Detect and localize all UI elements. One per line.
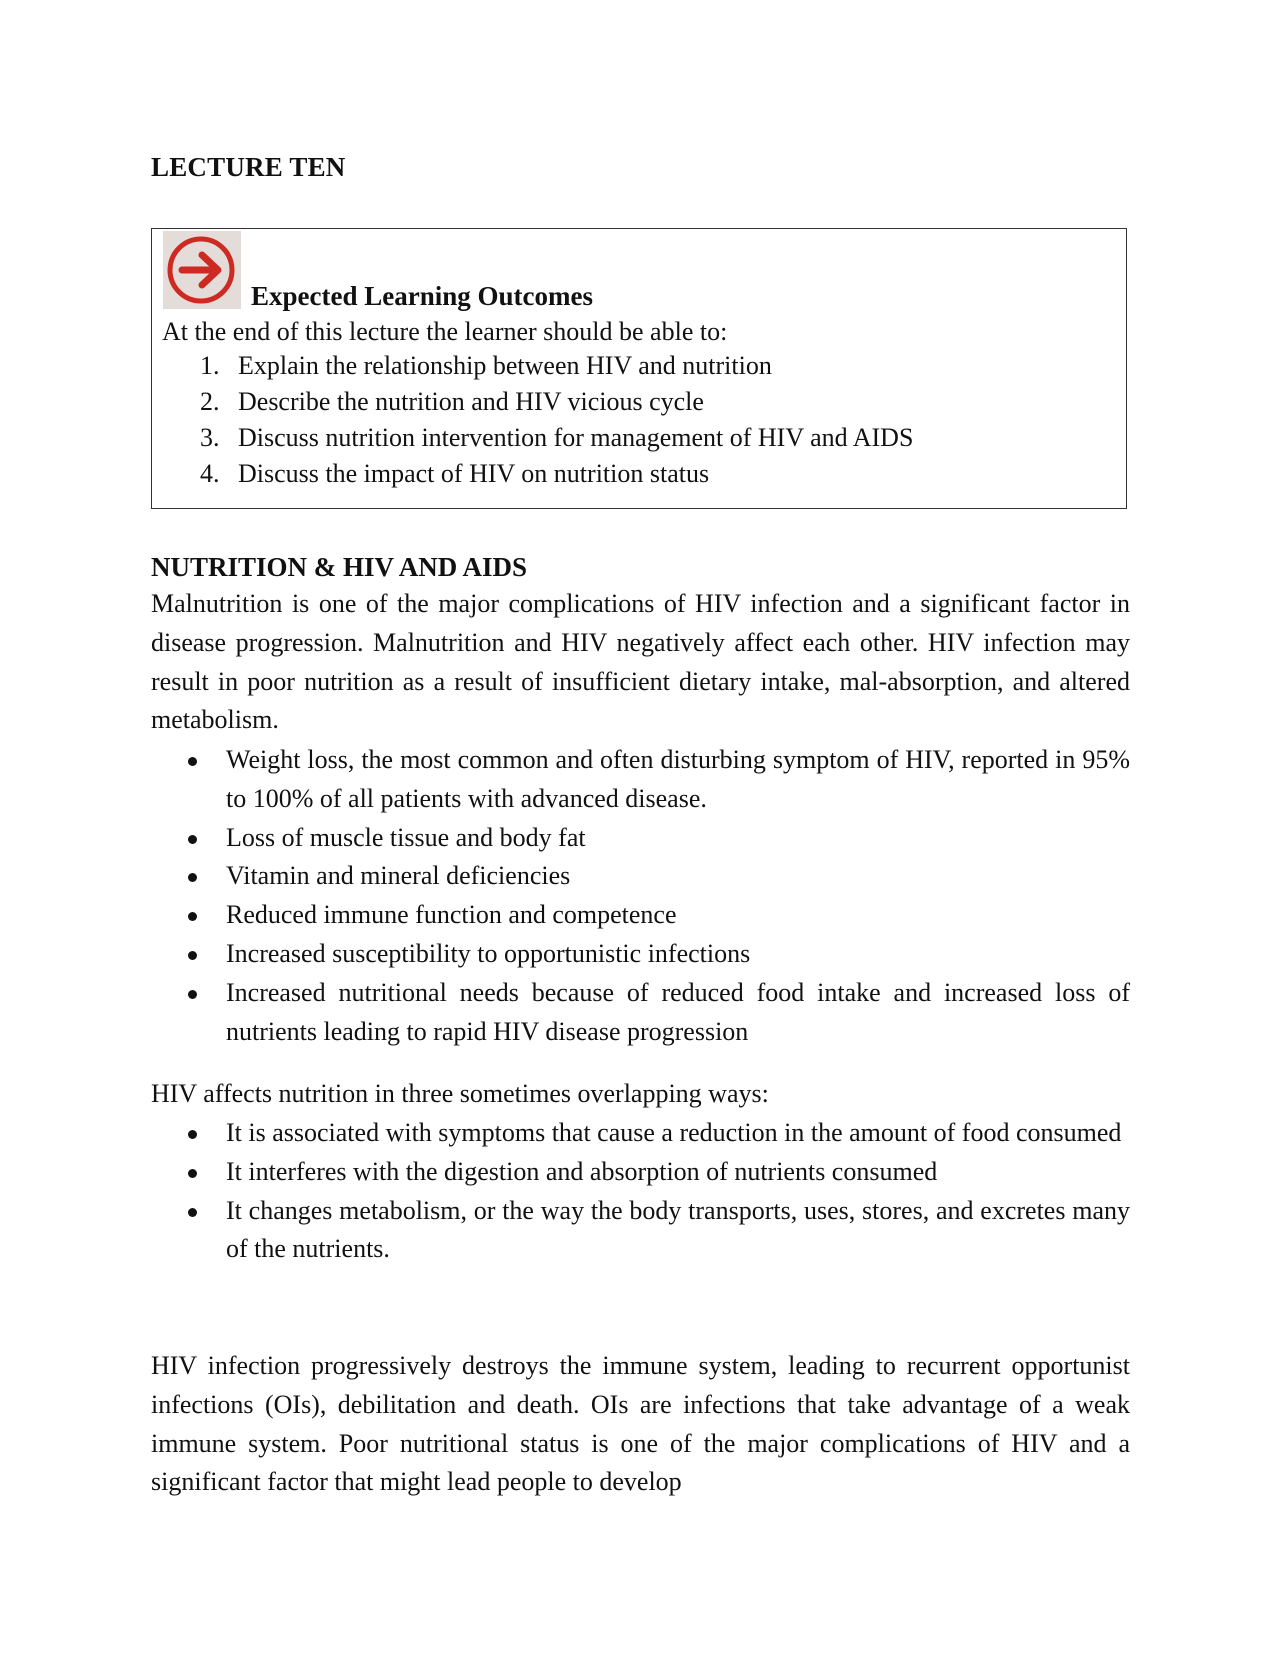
outcome-text: Explain the relationship between HIV and nutrition xyxy=(238,351,772,380)
list-item-text: It changes metabolism, or the way the body transports, uses, stores, and excretes many of the nutrients. xyxy=(226,1195,1130,1264)
list-item-text: Increased nutritional needs because of reduced food intake and increased loss of nutrients leading to rapid HIV disease progression xyxy=(226,977,1130,1046)
intro-paragraph: Malnutrition is one of the major complications of HIV infection and a significant factor in disease progression. Malnutrition and HIV negatively affect each other. HIV infection may result in poor nutrition as a result of insufficient dietary intake, mal-absorption, and altered metabolism. xyxy=(151,589,1130,735)
bullet-dot xyxy=(188,951,197,960)
outcome-number: 3. xyxy=(200,423,220,452)
list-item xyxy=(151,819,1130,858)
outcome-item xyxy=(162,423,913,459)
bullet-dot xyxy=(188,1169,197,1178)
list-item-text: It is associated with symptoms that cause a reduction in the amount of food consumed xyxy=(226,1118,1122,1147)
bullet-dot xyxy=(188,912,197,921)
outcome-item xyxy=(162,351,913,387)
outcomes-intro: At the end of this lecture the learner should be able to: xyxy=(162,317,728,346)
bullet-dot xyxy=(188,1208,197,1217)
list-item xyxy=(151,1153,1130,1192)
outcome-item xyxy=(162,387,913,423)
bullet-dot xyxy=(188,873,197,882)
closing-paragraph: HIV infection progressively destroys the immune system, leading to recurrent opportunist infections (OIs), debilitation and death. OIs are infections that take advantage of a weak immune system. Poor nutritional status is one of the major complications of HIV and a significant factor that might lead people to develop xyxy=(151,1351,1130,1497)
list-item xyxy=(151,1192,1130,1270)
list-item-text: Increased susceptibility to opportunistic infections xyxy=(226,938,751,968)
list-item-text: Reduced immune function and competence xyxy=(226,900,677,930)
list-item-text: Loss of muscle tissue and body fat xyxy=(226,822,586,852)
list-item xyxy=(151,974,1130,1052)
list-item xyxy=(151,741,1130,819)
ways-intro: HIV affects nutrition in three sometimes overlapping ways: xyxy=(151,1079,769,1108)
bullet-dot xyxy=(188,1130,197,1139)
outcome-text: Discuss nutrition intervention for management of HIV and AIDS xyxy=(238,423,914,452)
list-item-text: It interferes with the digestion and absorption of nutrients consumed xyxy=(226,1156,938,1186)
list-item-text: Weight loss, the most common and often disturbing symptom of HIV, reported in 95% to 100% of all patients with advanced disease. xyxy=(226,745,1130,813)
outcome-text: Describe the nutrition and HIV vicious cycle xyxy=(238,387,704,416)
outcome-number: 4. xyxy=(200,459,220,488)
outcome-number: 2. xyxy=(200,387,220,416)
right-arrow-icon xyxy=(163,231,241,309)
lecture-title: LECTURE TEN xyxy=(151,152,346,182)
learning-outcomes-box xyxy=(151,228,1127,509)
list-item xyxy=(151,935,1130,974)
outcome-text: Discuss the impact of HIV on nutrition status xyxy=(238,459,710,488)
bullet-dot xyxy=(188,990,197,999)
bullet-dot xyxy=(188,757,197,766)
outcomes-list xyxy=(162,351,913,495)
effects-list xyxy=(151,741,1130,1051)
outcomes-heading: Expected Learning Outcomes xyxy=(251,281,593,311)
bullet-dot xyxy=(188,835,197,844)
list-item xyxy=(151,857,1130,896)
ways-list xyxy=(151,1114,1130,1269)
outcome-item xyxy=(162,459,913,495)
list-item xyxy=(151,896,1130,935)
list-item-text: Vitamin and mineral deficiencies xyxy=(226,861,571,891)
outcome-number: 1. xyxy=(200,351,220,380)
section-heading: NUTRITION & HIV AND AIDS xyxy=(151,552,528,582)
list-item xyxy=(151,1114,1130,1153)
